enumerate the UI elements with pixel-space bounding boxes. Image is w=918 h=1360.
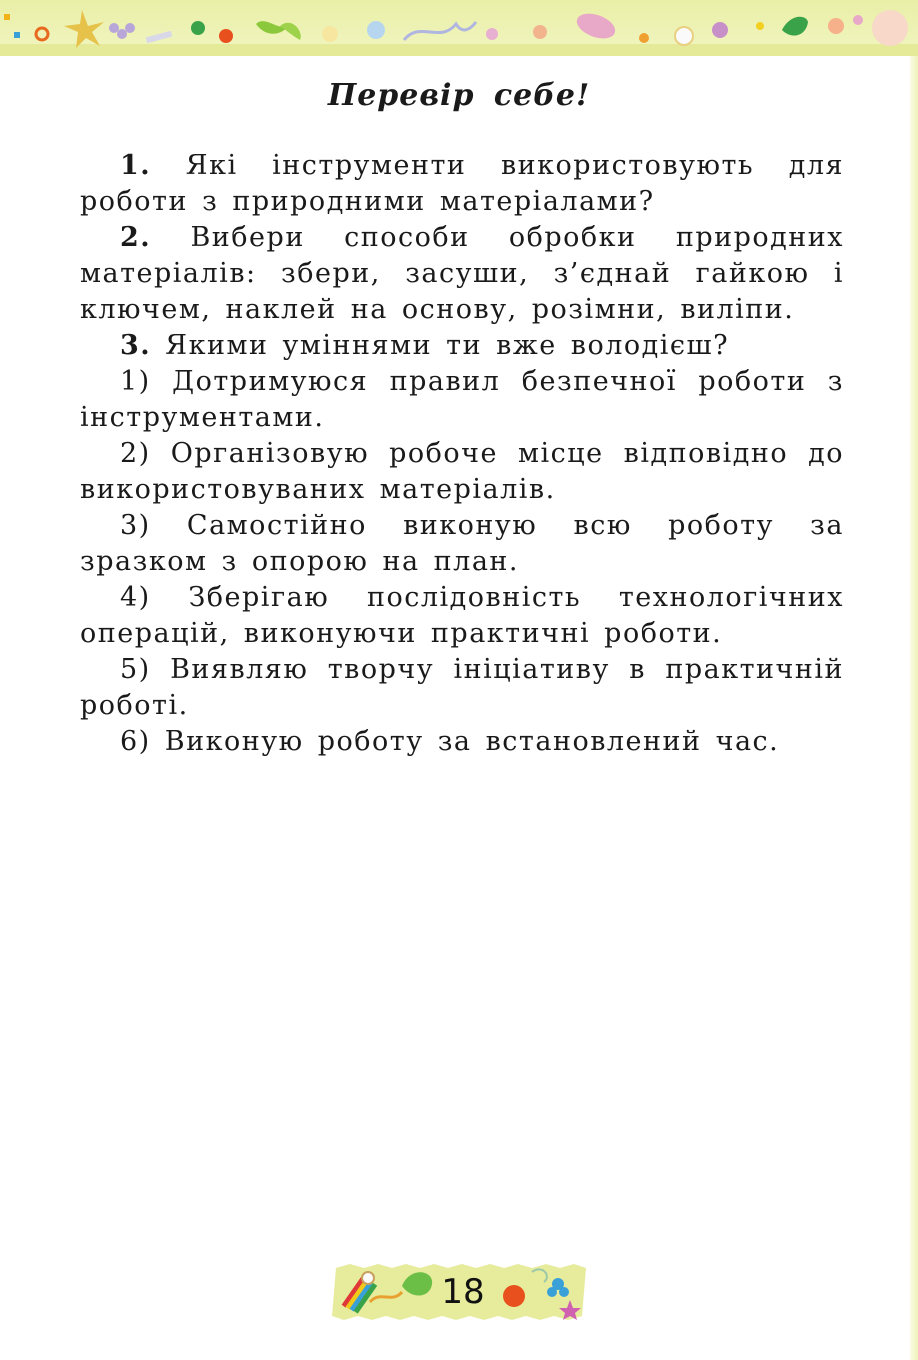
skill-item: 6) Виконую роботу за встановлений час.: [120, 726, 780, 757]
skill-item: 1) Дотримуюся правил безпечної роботи з інструментами.: [80, 366, 844, 433]
question-text: Вибери способи обробки природних матеріалів: збери, засуши, з’єднай гайкою і ключем, наклей на основу, розімни, виліпи.: [80, 222, 844, 325]
top-decorative-band: [0, 0, 918, 56]
question-number: 2.: [120, 222, 152, 253]
decor-pattern-icon: [0, 0, 918, 56]
question-item: [80, 328, 844, 364]
skill-item: 3) Самостійно виконую всю роботу за зразком з опорою на план.: [80, 510, 844, 577]
skill-item: 2) Організовую робоче місце відповідно до використовуваних матеріалів.: [80, 438, 844, 505]
page-edge: [910, 56, 918, 1360]
question-item: [80, 220, 844, 328]
question-text: Які інструменти використовують для роботи з природними матеріалами?: [80, 150, 844, 217]
question-list: [80, 148, 844, 760]
page-title: Перевір себе!: [327, 78, 591, 113]
skill-item: 4) Зберігаю послідовність технологічних операцій, виконуючи практичні роботи.: [80, 582, 844, 649]
skill-item: 5) Виявляю творчу ініціативу в практичній роботі.: [80, 654, 844, 721]
question-item: [80, 148, 844, 220]
question-number: 1.: [120, 150, 152, 181]
page-number: 18: [441, 1272, 485, 1312]
question-number: 3.: [120, 330, 152, 361]
question-text: Якими уміннями ти вже володієш?: [165, 330, 730, 361]
